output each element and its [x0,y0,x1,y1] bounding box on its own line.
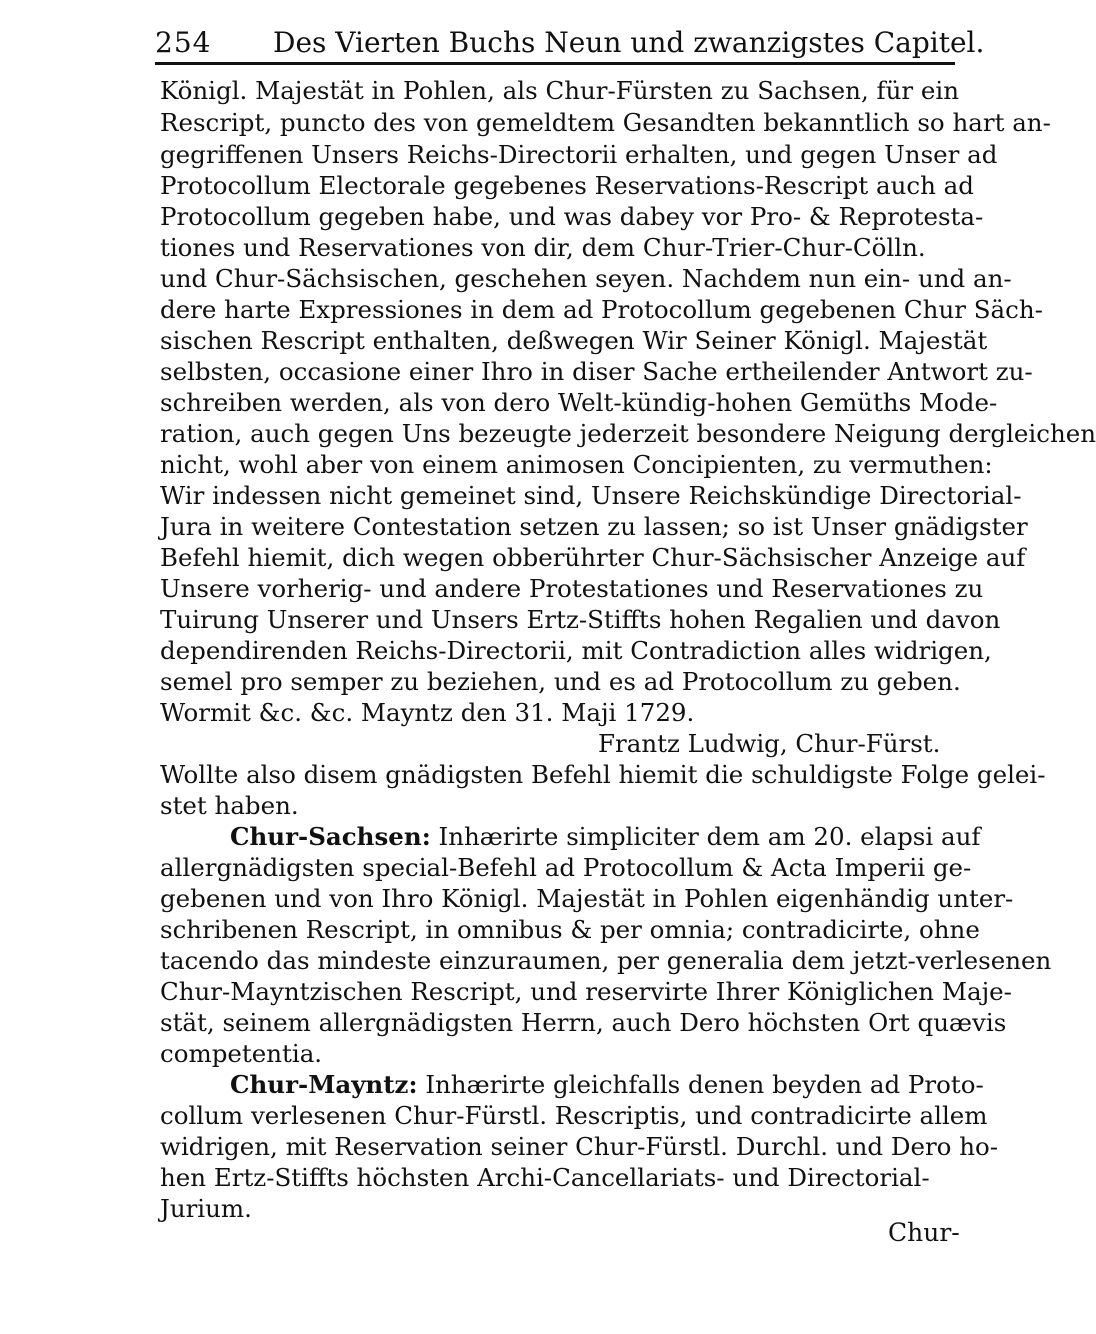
text-line: Unsere vorherig- und andere Protestationes und Reservationes zu [160,574,984,603]
signature: Frantz Ludwig, Chur-Fürst. [598,729,941,758]
text-line: hen Ertz-Stiffts höchsten Archi-Cancellariats- und Directorial- [160,1163,930,1192]
paragraph-first-line [230,1070,984,1100]
text-line: Befehl hiemit, dich wegen obberührter Chur-Sächsischer Anzeige auf [160,543,1026,572]
text-line: und Chur-Sächsischen, geschehen seyen. Nachdem nun ein- und an- [160,264,1012,293]
header-rule [155,62,955,65]
text-line: Wormit &c. &c. Mayntz den 31. Maji 1729. [160,698,695,727]
text-line: gebenen und von Ihro Königl. Majestät in Pohlen eigenhändig unter- [160,884,1014,913]
paragraph-first-line [230,822,981,852]
text-line: sischen Rescript enthalten, deßwegen Wir Seiner Königl. Majestät [160,326,988,355]
text-line: Tuirung Unserer und Unsers Ertz-Stiffts hohen Regalien und davon [160,605,1001,634]
text-line: selbsten, occasione einer Ihro in diser Sache ertheilender Antwort zu- [160,357,1033,386]
page-number: 254 [155,26,212,59]
text-line: competentia. [160,1039,323,1068]
text-line: dependirenden Reichs-Directorii, mit Contradiction alles widrigen, [160,636,992,665]
text-line: schreiben werden, als von dero Welt-kündig-hohen Gemüths Mode- [160,388,998,417]
text-line: Protocollum gegeben habe, und was dabey vor Pro- & Reprotesta- [160,202,984,231]
text-line: Rescript, puncto des von gemeldtem Gesandten bekanntlich so hart an- [160,108,1051,137]
text-line: Wollte also disem gnädigsten Befehl hiemit die schuldigste Folge gelei- [160,760,1046,789]
text-line: Wir indessen nicht gemeinet sind, Unsere Reichskündige Directorial- [160,481,1022,510]
text-line: widrigen, mit Reservation seiner Chur-Fürstl. Durchl. und Dero ho- [160,1132,999,1161]
text-line: Königl. Majestät in Pohlen, als Chur-Fürsten zu Sachsen, für ein [160,76,959,105]
page-header [155,20,985,60]
text-line: stät, seinem allergnädigsten Herrn, auch Dero höchsten Ort quævis [160,1008,1007,1037]
text-line: dere harte Expressiones in dem ad Protocollum gegebenen Chur Säch- [160,295,1043,324]
text-line: schribenen Rescript, in omnibus & per omnia; contradicirte, ohne [160,915,980,944]
text-line: tacendo das mindeste einzuraumen, per generalia dem jetzt-verlesenen [160,946,1052,975]
catchword: Chur- [888,1218,960,1247]
text-line: Protocollum Electorale gegebenes Reservations-Rescript auch ad [160,171,974,200]
text-line: ration, auch gegen Uns bezeugte jederzeit besondere Neigung dergleichen [160,419,1096,448]
text-line: allergnädigsten special-Befehl ad Protocollum & Acta Imperii ge- [160,853,972,882]
text-line: Jurium. [160,1194,252,1223]
text-line: nicht, wohl aber von einem animosen Concipienten, zu vermuthen: [160,450,993,479]
speaker-text: Inhærirte simpliciter dem am 20. elapsi auf [438,822,981,851]
speaker-label: Chur-Mayntz: [230,1070,418,1099]
text-line: stet haben. [160,791,299,820]
text-line: gegriffenen Unsers Reichs-Directorii erhalten, und gegen Unser ad [160,140,998,169]
speaker-text: Inhærirte gleichfalls denen beyden ad Proto- [425,1070,984,1099]
text-line: Chur-Mayntzischen Rescript, und reservirte Ihrer Königlichen Maje- [160,977,1012,1006]
running-title: Des Vierten Buchs Neun und zwanzigstes Capitel. [273,26,985,59]
text-line: tiones und Reservationes von dir, dem Chur-Trier-Chur-Cölln. [160,233,926,262]
text-line: Jura in weitere Contestation setzen zu lassen; so ist Unser gnädigster [160,512,1028,541]
text-line: collum verlesenen Chur-Fürstl. Rescriptis, und contradicirte allem [160,1101,988,1130]
speaker-label: Chur-Sachsen: [230,822,431,851]
text-line: semel pro semper zu beziehen, und es ad Protocollum zu geben. [160,667,961,696]
